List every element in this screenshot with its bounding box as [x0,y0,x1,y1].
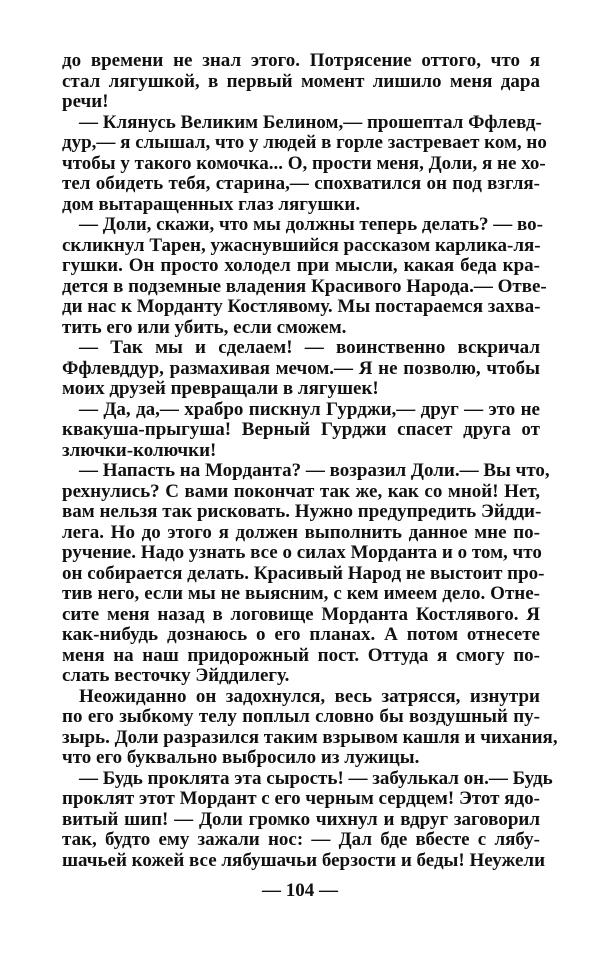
text-line: — Доли, скажи, что мы должны теперь делать? — во- [79,214,543,235]
text-line: ди нас к Морданту Костлявому. Мы постараемся захва- [62,296,541,317]
text-line: тел обидеть тебя, старина,— спохватился он под взгля- [62,173,540,194]
text-line: как-нибудь дознаюсь о его планах. А потом отнесете [62,624,540,645]
text-line: сите меня назад в логовище Морданта Костлявого. Я [62,603,540,625]
text-line: злючки-колючки! [62,439,217,461]
text-line: витый шип! — Доли громко чихнул и вдруг заговорил [62,808,540,830]
text-line: квакуша-прыгуша! Верный Гурджи спасет друга от [62,419,540,440]
text-line: что его буквально выбросило из лужицы. [62,747,420,768]
text-line: тив него, если мы не выясним, с кем имеем дело. Отне- [62,583,540,604]
page-number: — 104 — [262,880,338,901]
text-line: вам нельзя так рисковать. Нужно предупредить Эйдди- [62,501,542,522]
text-line: скликнул Тарен, ужаснувшийся рассказом карлика-ля- [62,234,541,256]
text-line: моих друзей превращали в лягушек! [62,378,379,399]
text-line: дом вытаращенных глаз лягушки. [62,193,361,215]
text-line: — Так мы и сделаем! — воинственно вскричал [79,337,540,358]
text-line: меня на наш придорожный пост. Оттуда я смогу по- [62,644,540,666]
text-line: он собирается делать. Красивый Народ не выстоит про- [62,562,545,584]
text-line: тить его или убить, если сможем. [62,316,347,338]
text-line: зырь. Доли разразился таким взрывом кашля и чихания, [62,726,558,748]
text-line: рехнулись? С вами покончат так же, как со мной! Нет, [62,480,540,502]
book-page-text [62,50,558,871]
text-line: гушки. Он просто холодел при мысли, какая беда кра- [62,255,540,276]
text-line: дется в подземные владения Красивого Народа.— Отве- [62,275,547,297]
text-line: по его зыбкому телу поплыл словно бы воздушный пу- [62,706,540,727]
text-line: чтобы у такого комочка... О, прости меня, Доли, я не хо- [62,152,546,174]
text-line: шачьей кожей все лябушачьи берзости и беды! Неужели [62,849,546,871]
text-line: — Да, да,— храбро пискнул Гурджи,— друг — это не [79,398,540,420]
text-line: стал лягушкой, в первый момент лишило меня дара [62,70,540,92]
text-line: ручение. Надо узнать все о силах Морданта и о том, что [62,542,542,563]
text-line: лега. Но до этого я должен выполнить данное мне по- [62,521,540,543]
text-line: — Будь проклята эта сырость! — забулькал он.— Будь [79,767,553,789]
text-line: дур,— я слышал, что у людей в горле застревает ком, но [62,132,547,153]
text-line: проклят этот Мордант с его черным сердцем! Этот ядо- [62,788,540,809]
text-line: Ффлевддур, размахивая мечом.— Я не позволю, чтобы [62,357,540,379]
text-line: — Напасть на Морданта? — возразил Доли.— Вы что, [79,460,550,481]
text-line: — Клянусь Великим Белином,— прошептал Ффлевд- [79,111,542,133]
text-line: речи! [62,91,109,112]
text-line: Неожиданно он задохнулся, весь затрясся, изнутри [79,685,540,707]
text-line: до времени не знал этого. Потрясение оттого, что я [62,50,540,71]
text-line: так, будто ему зажали нос: — Дал бде вбесте с лябу- [62,829,540,850]
text-line: слать весточку Эйддилегу. [62,665,290,686]
